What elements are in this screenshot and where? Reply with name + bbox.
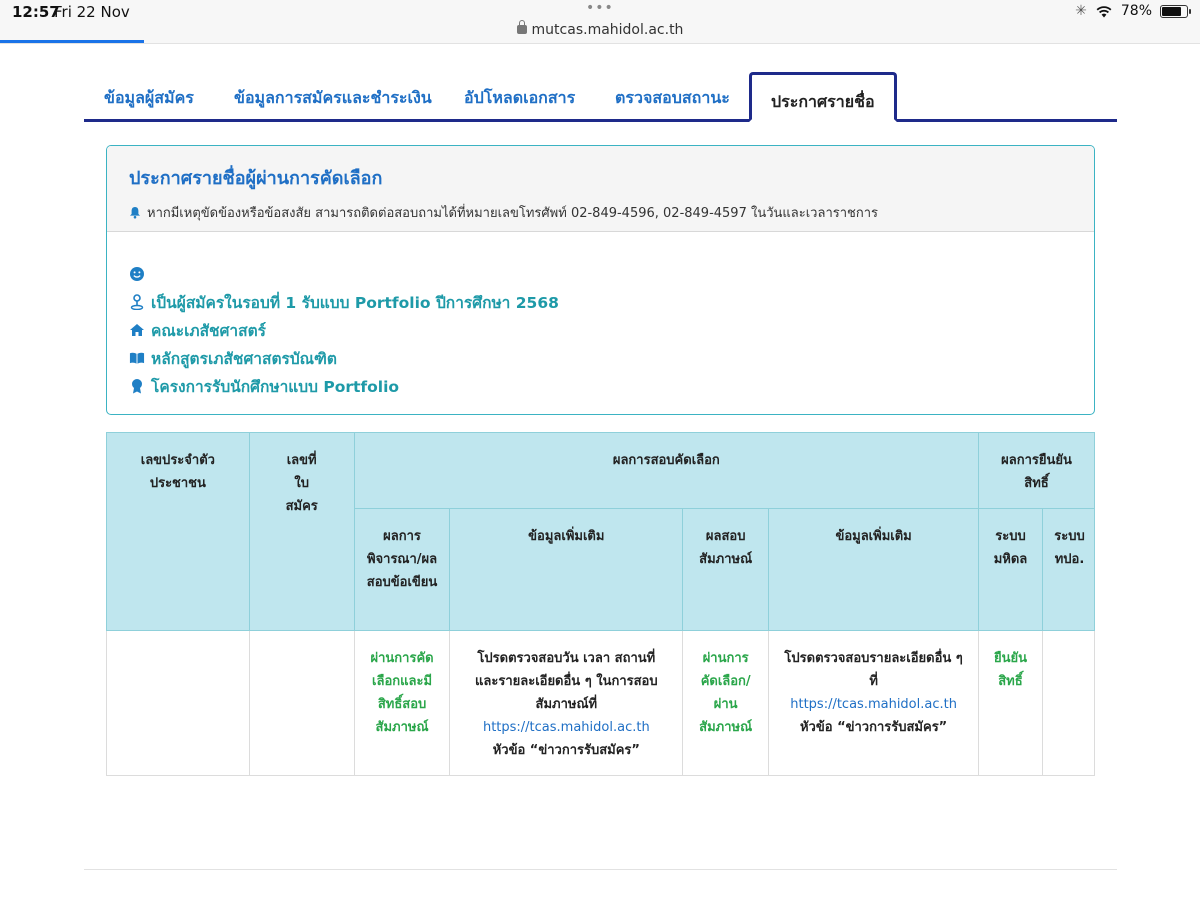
url-text: mutcas.mahidol.ac.th xyxy=(531,22,684,38)
header-confirmation: ผลการยืนยันสิทธิ์ xyxy=(979,433,1095,509)
info2-text: โปรดตรวจสอบรายละเอียดอื่น ๆ ที่ xyxy=(784,651,963,689)
book-icon xyxy=(129,350,145,366)
project-line xyxy=(129,372,1072,400)
tab-announcement[interactable]: ประกาศรายชื่อ xyxy=(749,72,897,122)
announcement-body xyxy=(107,232,1094,400)
battery-icon xyxy=(1160,5,1188,18)
info1-text: โปรดตรวจสอบวัน เวลา สถานที่และรายละเอียดอื่น ๆ ในการสอบสัมภาษณ์ที่ xyxy=(475,651,658,712)
status-icons xyxy=(1075,3,1188,19)
status-bar xyxy=(0,0,1200,44)
home-icon xyxy=(129,322,145,338)
wifi-icon xyxy=(1095,5,1113,18)
cell-citizen-id xyxy=(107,631,250,776)
announcement-header xyxy=(107,146,1094,232)
cell-interview-result: ผ่านการคัดเลือก/ผ่านสัมภาษณ์ xyxy=(683,631,769,776)
page-load-progress xyxy=(0,40,144,43)
header-written-result: ผลการพิจารณา/ผลสอบข้อเขียน xyxy=(354,509,450,631)
user-pin-icon xyxy=(129,294,145,310)
address-bar[interactable] xyxy=(0,22,1200,38)
tab-upload-documents[interactable]: อัปโหลดเอกสาร xyxy=(464,88,576,107)
cell-additional-info-1 xyxy=(450,631,683,776)
faculty-text: คณะเภสัชศาสตร์ xyxy=(151,321,266,340)
notice-text: หากมีเหตุขัดข้องหรือข้อสงสัย สามารถติดต่อสอบถามได้ที่หมายเลขโทรศัพท์ 02-849-4596, 02-849-4597 ในวันและเวลาราชการ xyxy=(147,206,878,221)
header-application-no: เลขที่ใบสมัคร xyxy=(249,433,354,631)
cell-system-bt xyxy=(1042,631,1094,776)
footer-divider xyxy=(84,869,1117,870)
cell-application-no xyxy=(249,631,354,776)
multitask-dots-icon[interactable]: ••• xyxy=(586,0,614,16)
header-additional-info-2: ข้อมูลเพิ่มเติม xyxy=(769,509,979,631)
header-additional-info-1: ข้อมูลเพิ่มเติม xyxy=(450,509,683,631)
header-system-bt: ระบบทปอ. xyxy=(1042,509,1094,631)
announcement-title: ประกาศรายชื่อผู้ผ่านการคัดเลือก xyxy=(129,168,383,189)
project-text: โครงการรับนักศึกษาแบบ Portfolio xyxy=(151,377,400,396)
spinner-icon: ✳ xyxy=(1075,3,1087,19)
cell-additional-info-2 xyxy=(769,631,979,776)
tab-bar xyxy=(84,72,1117,122)
program-text: หลักสูตรเภสัชศาสตรบัณฑิต xyxy=(151,349,337,368)
faculty-line xyxy=(129,316,1072,344)
award-icon xyxy=(129,378,145,394)
cell-written-result: ผ่านการคัดเลือกและมีสิทธิ์สอบสัมภาษณ์ xyxy=(354,631,450,776)
program-line xyxy=(129,344,1072,372)
smiley-line xyxy=(129,260,1072,288)
header-mahidol-system: ระบบมหิดล xyxy=(979,509,1043,631)
announcement-card xyxy=(106,145,1095,415)
round-info-line xyxy=(129,288,1072,316)
bell-icon xyxy=(129,206,141,219)
header-interview-result: ผลสอบสัมภาษณ์ xyxy=(683,509,769,631)
table-row xyxy=(107,631,1095,776)
tab-applicant-info[interactable]: ข้อมูลผู้สมัคร xyxy=(104,88,194,107)
smiley-icon xyxy=(129,266,145,282)
tab-application-payment[interactable]: ข้อมูลการสมัครและชำระเงิน xyxy=(234,88,432,107)
tcas-link-2[interactable]: https://tcas.mahidol.ac.th xyxy=(790,697,957,712)
tab-check-status[interactable]: ตรวจสอบสถานะ xyxy=(615,88,730,107)
cell-mahidol-system: ยืนยันสิทธิ์ xyxy=(979,631,1043,776)
results-table xyxy=(106,432,1095,776)
contact-notice xyxy=(129,202,1072,223)
round-info-text: เป็นผู้สมัครในรอบที่ 1 รับแบบ Portfolio ปีการศึกษา 2568 xyxy=(151,293,559,312)
battery-percent: 78% xyxy=(1120,3,1152,19)
lock-icon xyxy=(517,25,527,34)
header-citizen-id: เลขประจำตัวประชาชน xyxy=(107,433,250,631)
header-selection-result: ผลการสอบคัดเลือก xyxy=(354,433,978,509)
date: Fri 22 Nov xyxy=(54,3,130,21)
info2-suffix: หัวข้อ “ข่าวการรับสมัคร” xyxy=(799,720,948,735)
info1-suffix: หัวข้อ “ข่าวการรับสมัคร” xyxy=(492,743,640,758)
clock: 12:57 xyxy=(12,3,60,21)
tcas-link-1[interactable]: https://tcas.mahidol.ac.th xyxy=(482,720,650,735)
